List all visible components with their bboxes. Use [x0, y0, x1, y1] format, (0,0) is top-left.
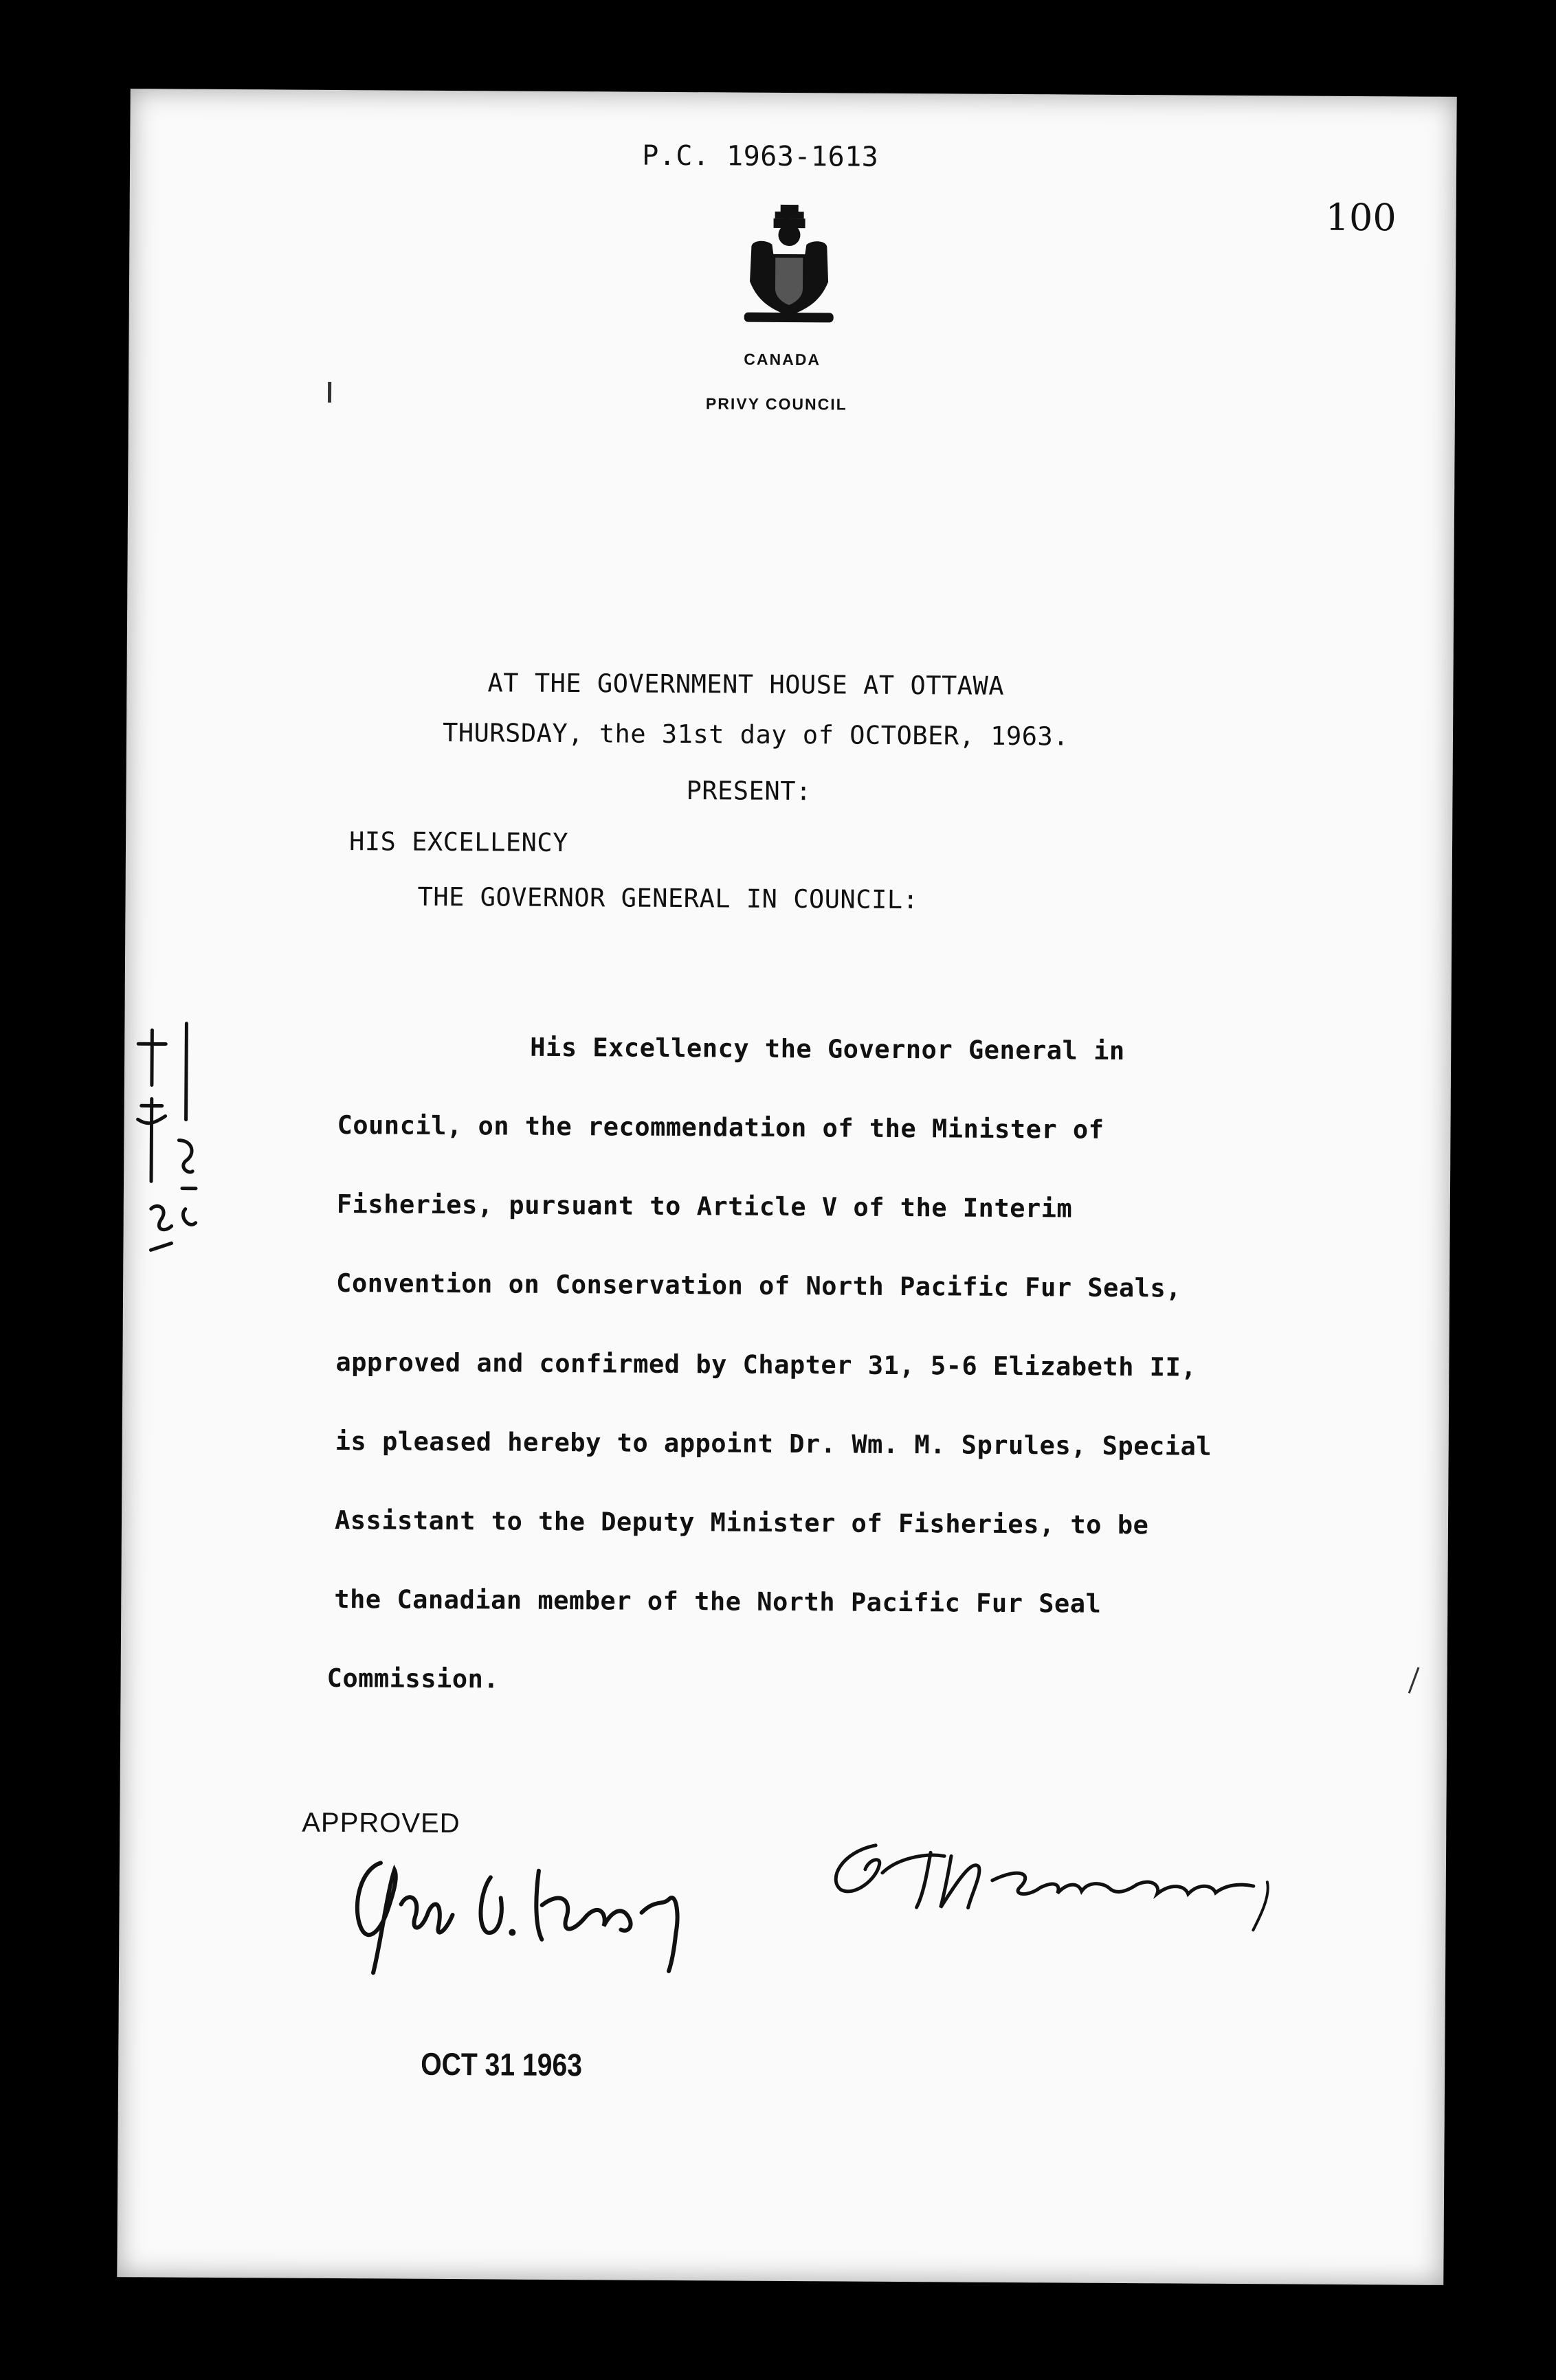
body-line: Commission. — [326, 1663, 500, 1694]
body-line: His Excellency the Governor General in — [530, 1032, 1125, 1066]
order-number: P.C. 1963-1613 — [642, 139, 879, 173]
council-heading: THE GOVERNOR GENERAL IN COUNCIL: — [417, 882, 919, 915]
governor-general-signature — [332, 1849, 773, 1982]
location-heading: AT THE GOVERNMENT HOUSE AT OTTAWA — [487, 668, 1005, 701]
margin-handwritten-note — [109, 1002, 214, 1292]
body-line: Council, on the recommendation of the Minister of — [337, 1110, 1104, 1145]
date-heading: THURSDAY, the 31st day of OCTOBER, 1963. — [442, 717, 1069, 752]
document-page — [117, 89, 1456, 2285]
body-line: Fisheries, pursuant to Article V of the Interim — [336, 1189, 1073, 1224]
body-line: is pleased hereby to appoint Dr. Wm. M. Sprules, Special — [335, 1426, 1212, 1461]
page-number: 100 — [1325, 195, 1397, 240]
approved-label: APPROVED — [302, 1807, 460, 1839]
body-line: Convention on Conservation of North Pacific Fur Seals, — [336, 1268, 1182, 1303]
office-label: PRIVY COUNCIL — [705, 394, 847, 414]
coat-of-arms-icon — [737, 199, 841, 330]
date-stamp: OCT 31 1963 — [421, 2045, 583, 2083]
body-line: approved and confirmed by Chapter 31, 5-6 Elizabeth II, — [335, 1347, 1197, 1382]
prime-minister-signature — [813, 1831, 1309, 1937]
body-line: Assistant to the Deputy Minister of Fisheries, to be — [334, 1505, 1149, 1540]
country-label: CANADA — [744, 350, 821, 369]
margin-mark — [1408, 1667, 1420, 1694]
present-heading: PRESENT: — [686, 776, 812, 807]
margin-mark — [328, 382, 331, 403]
body-line: the Canadian member of the North Pacific Fur Seal — [334, 1584, 1102, 1619]
excellency-heading: HIS EXCELLENCY — [348, 827, 569, 858]
